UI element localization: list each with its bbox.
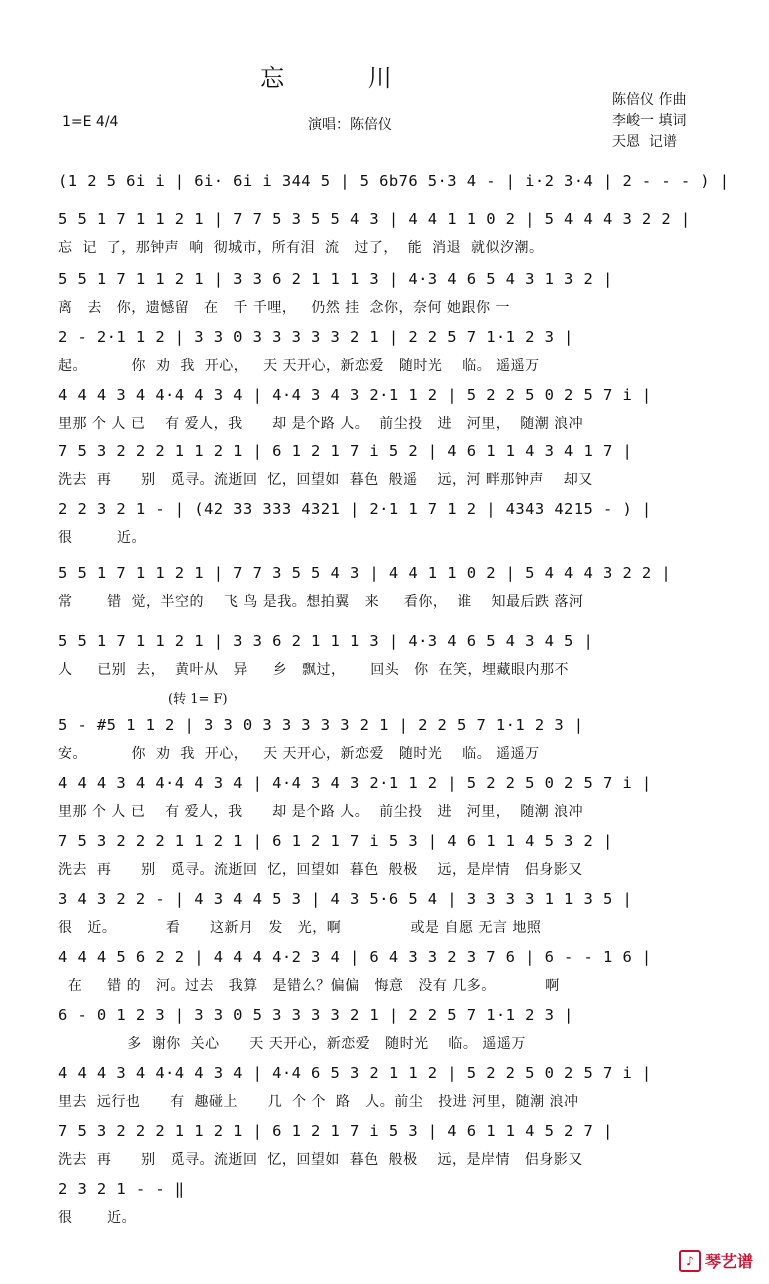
notation-line: 5 5 1 7 1 1 2 1 | 7 7 3 5 5 4 3 | 4 4 1 1 0 2 | 5 4 4 4 3 2 2 | <box>58 564 672 582</box>
notation-line: 4 4 4 3 4 4·4 4 3 4 | 4·4 3 4 3 2·1 1 2 | 5 2 2 5 0 2 5 7 i | <box>58 386 652 404</box>
score-system <box>58 1004 708 1054</box>
notation-line: 4 4 4 3 4 4·4 4 3 4 | 4·4 6 5 3 2 1 1 2 | 5 2 2 5 0 2 5 7 i | <box>58 1064 652 1082</box>
score-system <box>58 888 708 938</box>
notation-line: 2 2 3 2 1 - | (42 33 333 4321 | 2·1 1 7 1 2 | 4343 4215 - ) | <box>58 500 652 518</box>
notation-line: 2 - 2·1 1 2 | 3 3 0 3 3 3 3 3 2 1 | 2 2 5 7 1·1 2 3 | <box>58 328 574 346</box>
score-system <box>58 440 708 490</box>
score-system <box>58 1062 708 1112</box>
score-system <box>58 830 708 880</box>
notation-line: 7 5 3 2 2 2 1 1 2 1 | 6 1 2 1 7 i 5 3 | 4 6 1 1 4 5 2 7 | <box>58 1122 613 1140</box>
notation-line: 4 4 4 5 6 2 2 | 4 4 4 4·2 3 4 | 6 4 3 3 2 3 7 6 | 6 - - 1 6 | <box>58 948 652 966</box>
lyrics-line: 洗去 再 别 觅寻。流逝回 忆，回望如 暮色 般遥 远，河 畔那钟声 却又 <box>58 472 593 488</box>
notation-line: 7 5 3 2 2 2 1 1 2 1 | 6 1 2 1 7 i 5 2 | 4 6 1 1 4 3 4 1 7 | <box>58 442 633 460</box>
logo-icon: ♪ <box>679 1250 701 1272</box>
lyrics-line: 很 近。 <box>58 530 147 546</box>
lyrics-line: 在 错 的 河。过去 我算 是错么？偏偏 悔意 没有 几多。 啊 <box>58 978 560 994</box>
lyrics-line: 起。 你 劝 我 开心， 天 天开心，新恋爱 随时光 临。 遥遥万 <box>58 358 540 374</box>
score-system <box>58 630 708 680</box>
notation-line: (1 2 5 6i i | 6i· 6i i 344 5 | 5 6b76 5·3 4 - | i·2 3·4 | 2 - - - ) | <box>58 172 730 190</box>
notation-line: 3 4 3 2 2 - | 4 3 4 4 5 3 | 4 3 5·6 5 4 | 3 3 3 3 1 1 3 5 | <box>58 890 633 908</box>
score-system <box>58 1120 708 1170</box>
notation-line: 5 - #5 1 1 2 | 3 3 0 3 3 3 3 3 2 1 | 2 2 5 7 1·1 2 3 | <box>58 716 584 734</box>
notation-line: 5 5 1 7 1 1 2 1 | 3 3 6 2 1 1 1 3 | 4·3 4 6 5 4 3 4 5 | <box>58 632 594 650</box>
lyrics-line: 常 错 觉，半空的 飞 鸟 是我。想拍翼 来 看你， 谁 知最后跌 落河 <box>58 594 584 610</box>
key-change-annotation: (转 1= F) <box>168 692 228 707</box>
score-system <box>58 714 708 764</box>
key-signature: 1=E 4/4 <box>62 114 119 130</box>
lyrics-line: 离 去 你，遗憾留 在 千 千哩， 仍然 挂 念你，奈何 她跟你 一 <box>58 300 510 316</box>
transcriber-credit: 天恩 记谱 <box>612 134 677 150</box>
score-system <box>58 268 708 318</box>
score-system <box>58 384 708 434</box>
song-title: 忘 川 <box>260 64 430 92</box>
score-system <box>58 498 708 548</box>
notation-line: 5 5 1 7 1 1 2 1 | 7 7 5 3 5 5 4 3 | 4 4 1 1 0 2 | 5 4 4 4 3 2 2 | <box>58 210 691 228</box>
lyrics-line: 里那 个 人 已 有 爱人，我 却 是个路 人。 前尘投 进 河里， 随潮 浪冲 <box>58 416 584 432</box>
lyrics-line: 里去 远行也 有 趣碰上 几 个 个 路 人。前尘 投进 河里，随潮 浪冲 <box>58 1094 579 1110</box>
notation-line: 2 3 2 1 - - ‖ <box>58 1180 185 1198</box>
lyrics-line: 很 近。 看 这新月 发 光，啊 或是 自愿 无言 地照 <box>58 920 542 936</box>
score-system <box>58 208 708 258</box>
lyrics-line: 洗去 再 别 觅寻。流逝回 忆，回望如 暮色 般极 远，是岸情 侣身影又 <box>58 1152 583 1168</box>
score-system <box>58 946 708 996</box>
lyrics-line: 多 谢你 关心 天 天开心，新恋爱 随时光 临。 遥遥万 <box>58 1036 526 1052</box>
score-system <box>58 326 708 376</box>
score-system <box>58 772 708 822</box>
singer-credit: 演唱：陈倍仪 <box>308 117 392 133</box>
watermark-logo <box>679 1249 753 1272</box>
lyrics-line: 人 已别 去， 黄叶从 异 乡 飘过， 回头 你 在笑，埋藏眼内那不 <box>58 662 570 678</box>
lyrics-line: 忘 记 了，那钟声 响 彻城市，所有泪 流 过了， 能 消退 就似汐潮。 <box>58 240 544 256</box>
score-system <box>58 562 708 612</box>
notation-line: 7 5 3 2 2 2 1 1 2 1 | 6 1 2 1 7 i 5 3 | 4 6 1 1 4 5 3 2 | <box>58 832 613 850</box>
lyrics-line: 里那 个 人 已 有 爱人，我 却 是个路 人。 前尘投 进 河里， 随潮 浪冲 <box>58 804 584 820</box>
composer-credit: 陈倍仪 作曲 <box>612 92 687 108</box>
credits-block <box>612 90 686 153</box>
lyrics-line: 很 近。 <box>58 1210 137 1226</box>
lyrics-line: 安。 你 劝 我 开心， 天 天开心，新恋爱 随时光 临。 遥遥万 <box>58 746 540 762</box>
lyrics-line: 洗去 再 别 觅寻。流逝回 忆，回望如 暮色 般极 远，是岸情 侣身影又 <box>58 862 583 878</box>
notation-line: 4 4 4 3 4 4·4 4 3 4 | 4·4 3 4 3 2·1 1 2 | 5 2 2 5 0 2 5 7 i | <box>58 774 652 792</box>
watermark-brand: 琴艺谱 <box>704 1252 753 1271</box>
notation-line: 6 - 0 1 2 3 | 3 3 0 5 3 3 3 3 2 1 | 2 2 5 7 1·1 2 3 | <box>58 1006 574 1024</box>
lyricist-credit: 李峻一 填词 <box>612 113 687 129</box>
score-system <box>58 1178 708 1228</box>
notation-line: 5 5 1 7 1 1 2 1 | 3 3 6 2 1 1 1 3 | 4·3 4 6 5 4 3 1 3 2 | <box>58 270 613 288</box>
